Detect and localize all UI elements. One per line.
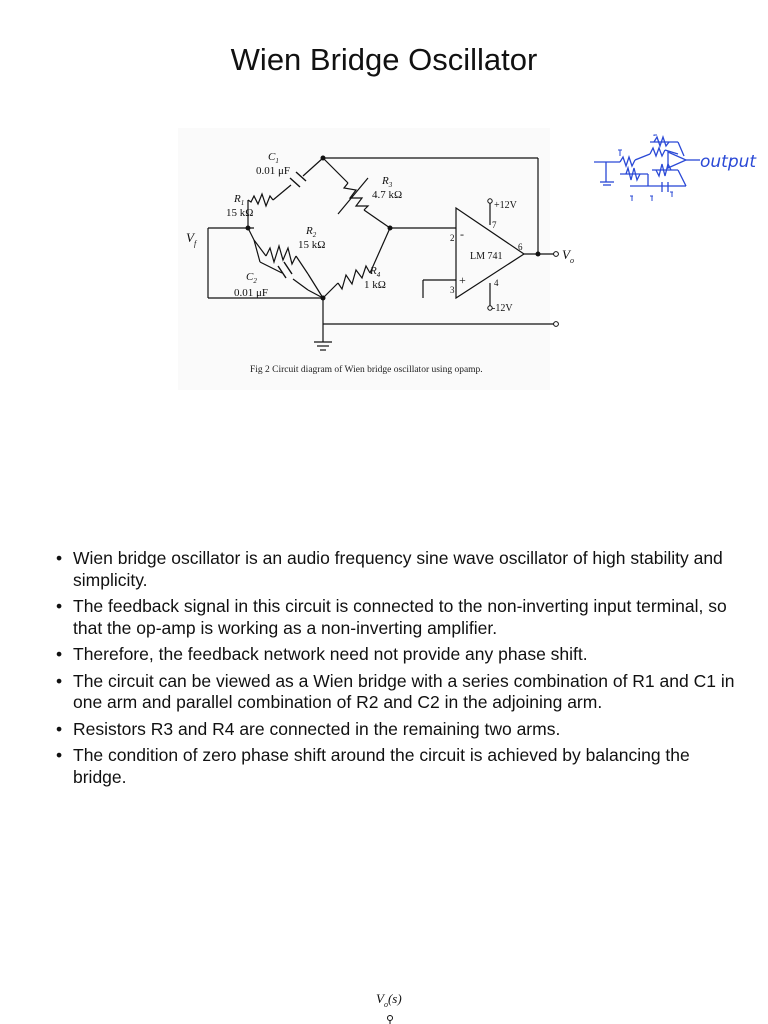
page-title: Wien Bridge Oscillator bbox=[230, 42, 538, 77]
pin-4-label: 4 bbox=[494, 278, 499, 288]
inverting-sign: - bbox=[460, 227, 464, 241]
r4-value: 1 kΩ bbox=[364, 279, 386, 291]
bullet-item: • Wien bridge oscillator is an audio frequency sine wave oscillator of high stability and simplicity. bbox=[56, 548, 723, 590]
c2-label: $C_2$ bbox=[246, 271, 257, 285]
bullet-dot: • bbox=[56, 670, 63, 691]
vo-s-terminal bbox=[360, 990, 420, 1024]
vo-s-label: $V_o(s)$ bbox=[376, 991, 402, 1009]
vo-label: $V_o$ bbox=[562, 247, 574, 265]
bullet-item: • The feedback signal in this circuit is connected to the non-inverting input terminal, so that the op-amp is working as a non-inverting amplifier. bbox=[56, 596, 727, 638]
bullet-item: • The circuit can be viewed as a Wien bridge with a series combination of R1 and C1 in one arm and parallel combination of R2 and C2 in the adjoining arm. bbox=[56, 670, 735, 712]
vf-label: $V_f$ bbox=[186, 230, 197, 248]
bullet-dot: • bbox=[56, 548, 63, 568]
bullet-item: • Resistors R3 and R4 are connected in the remaining two arms. bbox=[56, 718, 561, 739]
output-handwritten-label: output bbox=[700, 152, 757, 172]
bullet-dot: • bbox=[56, 644, 63, 664]
sketch-component-labels bbox=[618, 135, 673, 201]
bullet-dot: • bbox=[56, 596, 63, 616]
r4-label: $R_4$ bbox=[370, 265, 381, 279]
c2-value: 0.01 μF bbox=[234, 287, 269, 299]
bullet-item: • Therefore, the feedback network need not provide any phase shift. bbox=[56, 644, 588, 664]
r1-label: $R_1$ bbox=[234, 193, 245, 207]
bullet-dot: • bbox=[56, 745, 63, 765]
bullet-list bbox=[56, 548, 736, 793]
opamp-label: LM 741 bbox=[470, 251, 503, 262]
r3-label: $R_3$ bbox=[382, 175, 393, 189]
r2-value: 15 kΩ bbox=[298, 239, 326, 251]
positive-supply-label: +12V bbox=[494, 200, 517, 211]
circuit-figure bbox=[178, 128, 574, 390]
handwritten-circuit-sketch bbox=[590, 134, 760, 210]
pin-7-label: 7 bbox=[492, 220, 497, 230]
r1-value: 15 kΩ bbox=[226, 207, 254, 219]
pin-3-label: 3 bbox=[450, 285, 455, 295]
r2-label: $R_2$ bbox=[306, 225, 317, 239]
noninverting-sign: + bbox=[459, 273, 466, 287]
bullet-dot: • bbox=[56, 718, 63, 739]
r3-value: 4.7 kΩ bbox=[372, 189, 403, 201]
bullet-item: • The condition of zero phase shift around the circuit is achieved by balancing the bridge. bbox=[56, 745, 690, 787]
wien-bridge-circuit-diagram bbox=[178, 128, 574, 390]
figure-caption: Fig 2 Circuit diagram of Wien bridge oscillator using opamp. bbox=[250, 365, 483, 375]
pin-6-label: 6 bbox=[518, 242, 523, 252]
negative-supply-label: -12V bbox=[492, 303, 513, 314]
c1-label: $C_1$ bbox=[268, 151, 279, 165]
pin-2-label: 2 bbox=[450, 233, 455, 243]
c1-value: 0.01 μF bbox=[256, 165, 291, 177]
